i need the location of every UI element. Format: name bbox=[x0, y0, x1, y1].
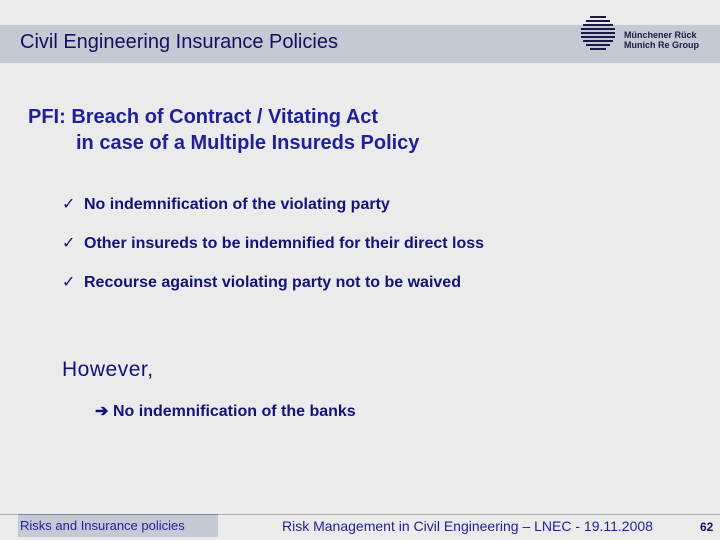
slide-heading-line-1: PFI: Breach of Contract / Vitating Act bbox=[28, 106, 379, 128]
logo-line-1: Münchener Rück bbox=[624, 30, 697, 40]
munich-re-logo-icon bbox=[580, 15, 616, 51]
slide-header-title: Civil Engineering Insurance Policies bbox=[20, 31, 338, 53]
arrow-right-icon: ➔ bbox=[95, 403, 109, 420]
check-icon: ✓ bbox=[62, 235, 76, 252]
however-text: However, bbox=[62, 358, 154, 381]
bullet-text: Recourse against violating party not to be waived bbox=[84, 274, 461, 291]
page-number: 62 bbox=[700, 520, 714, 534]
bullet-text: Other insureds to be indemnified for their direct loss bbox=[84, 235, 485, 252]
logo-line-2: Munich Re Group bbox=[624, 40, 699, 50]
arrow-list-item bbox=[95, 401, 356, 421]
list-item bbox=[62, 194, 484, 233]
logo-text bbox=[624, 30, 699, 50]
bullet-list bbox=[62, 194, 484, 311]
slide-heading-line-2: in case of a Multiple Insureds Policy bbox=[76, 132, 420, 154]
list-item bbox=[62, 272, 484, 311]
footer-left-text: Risks and Insurance policies bbox=[20, 518, 185, 533]
check-icon: ✓ bbox=[62, 196, 76, 213]
footer-center-text: Risk Management in Civil Engineering – LNEC - 19.11.2008 bbox=[282, 518, 653, 534]
check-icon: ✓ bbox=[62, 274, 76, 291]
slide-heading bbox=[28, 104, 419, 156]
bullet-text: No indemnification of the violating party bbox=[84, 196, 390, 213]
arrow-item-text: No indemnification of the banks bbox=[113, 403, 356, 420]
list-item bbox=[62, 233, 484, 272]
munich-re-logo bbox=[580, 15, 710, 55]
